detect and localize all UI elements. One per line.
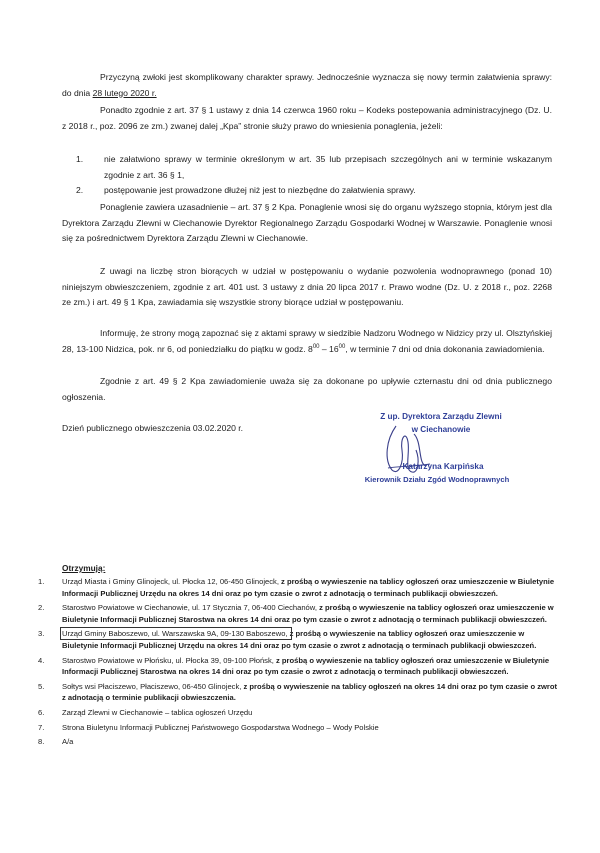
paragraph-delay-reason: Przyczyną zwłoki jest skomplikowany charakter sprawy. Jednocześnie wyznacza się nowy termin załatwienia sprawy: do dnia 28 lutego 2020 r. <box>62 72 552 98</box>
publication-date: Dzień publicznego obwieszczenia 03.02.2020 r. <box>62 423 244 433</box>
recipients-list <box>38 576 558 751</box>
recipient-item: 2. Starostwo Powiatowe w Ciechanowie, ul. 17 Stycznia 7, 06-400 Ciechanów, z prośbą o wywieszenie na tablicy ogłoszeń oraz umieszczenie w Biuletynie Informacji Publicznej Starostwa na okres 14 dni oraz po tym czasie o zwrot z adnotacją o terminach publikacji obwieszczeń. <box>38 603 554 624</box>
signature-authority-line: Z up. Dyrektora Zarządu Zlewni <box>380 412 502 421</box>
recipient-item: 4. Starostwo Powiatowe w Płońsku, ul. Płocka 39, 09-100 Płońsk, z prośbą o wywieszenie na tablicy ogłoszeń oraz umieszczenie w Biuletynie Informacji Publicznej Starostwa na okres 14 dni oraz po tym czasie o zwrot z adnotacją o terminach publikacji obwieszczeń. <box>38 655 550 677</box>
paragraph-notification: Z uwagi na liczbę stron biorących w udział w postępowaniu o wydanie pozwolenia wodnoprawnego (ponad 10) niniejszym obwieszczeniem, zgodnie z art. 401 ust. 3 ustawy z dnia 20 lipca 2017 r. Prawo wodne (Dz. U. z 2018 r., poz. 2268 ze zm.) i art. 49 § 1 Kpa, zawiadamia się wszystkie strony biorące udział w postępowaniu. <box>62 266 552 308</box>
signatory-position: Kierownik Działu Zgód Wodnoprawnych <box>364 475 510 484</box>
condition-item: 1. nie załatwiono sprawy w terminie określonym w art. 35 lub przepisach szczególnych ani w terminie wskazanym zgodnie z art. 36 § 1, <box>76 154 552 180</box>
highlighted-recipient: Urząd Gminy Baboszewo, ul. Warszawska 9A, 09-130 Baboszewo, <box>62 629 290 639</box>
recipient-item: 7. Strona Biuletynu Informacji Publicznej Państwowego Gospodarstwa Wodnego – Wody Polskie <box>38 722 379 732</box>
paragraph-notification-effective: Zgodnie z art. 49 § 2 Kpa zawiadomienie uważa się za dokonane po upływie czternastu dni od dnia publicznego ogłoszenia. <box>62 376 552 402</box>
paragraph-right-to-reminder: Ponadto zgodnie z art. 37 § 1 ustawy z dnia 14 czerwca 1960 roku – Kodeks postepowania administracyjnego (Dz. U. z 2018 r., poz. 2096 ze zm.) zwanej dalej „Kpa” stronie służy prawo do wniesienia ponaglenia, jeżeli: <box>62 105 552 131</box>
recipient-item: 1. Urząd Miasta i Gminy Glinojeck, ul. Płocka 12, 06-450 Glinojeck, z prośbą o wywieszenie na tablicy ogłoszeń oraz umieszczenie w Biuletynie Informacji Publicznej Urzędu na okres 14 dni oraz po tym czasie o zwrot z adnotacją o terminach publikacji obwieszczeń. <box>38 577 555 598</box>
recipient-item: 5. Sołtys wsi Płaciszewo, Płaciszewo, 06-450 Glinojeck, z prośbą o wywieszenie na tablicy ogłoszeń na okres 14 dni oraz po tym czasie o zwrot z adnotacją o terminie publikacji obwieszczenia. <box>38 681 558 703</box>
signatory-name: Katarzyna Karpińska <box>402 462 484 471</box>
paragraph-reminder-content: Ponaglenie zawiera uzasadnienie – art. 37 § 2 Kpa. Ponaglenie wnosi się do organu wyższego stopnia, którym jest dla Dyrektora Zarządu Zlewni w Ciechanowie Dyrektor Regionalnego Zarządu Gospodarki Wodnej w Warszawie. Ponaglenie wnosi się za pośrednictwem Dyrektora Zarządu Zlewni w Ciechanowie. <box>62 202 552 244</box>
recipient-item: 8. A/a <box>38 737 74 747</box>
recipients-title: Otrzymują: <box>62 563 106 573</box>
conditions-list <box>76 152 552 199</box>
signature-location-line: w Ciechanowie <box>411 425 471 434</box>
paragraph-case-files-access: Informuję, że strony mogą zapoznać się z aktami sprawy w siedzibie Nadzoru Wodnego w Nidzicy przy ul. Olsztyńskiej 28, 13-100 Nidzica, pok. nr 6, od poniedziałku do piątku w godz. $8^{00} - 16^{00}$, w terminie 7 dni od dnia dokonania zawiadomienia. <box>62 328 552 354</box>
condition-item: 2. postępowanie jest prowadzone dłużej niż jest to niezbędne do załatwienia sprawy. <box>76 185 416 196</box>
recipient-item: 6. Zarząd Zlewni w Ciechanowie – tablica ogłoszeń Urzędu <box>38 707 253 717</box>
recipient-item: 3. Urząd Gminy Baboszewo, ul. Warszawska 9A, 09-130 Baboszewo, z prośbą o wywieszenie na tablicy ogłoszeń oraz umieszczenie w Biuletynie Informacji Publicznej Urzędu na okres 14 dni oraz po tym czasie o zwrot z adnotacją o terminach publikacji obwieszczeń. <box>38 629 537 650</box>
new-deadline-date: 28 lutego 2020 r. <box>92 87 157 98</box>
signature-stamp <box>348 412 526 498</box>
